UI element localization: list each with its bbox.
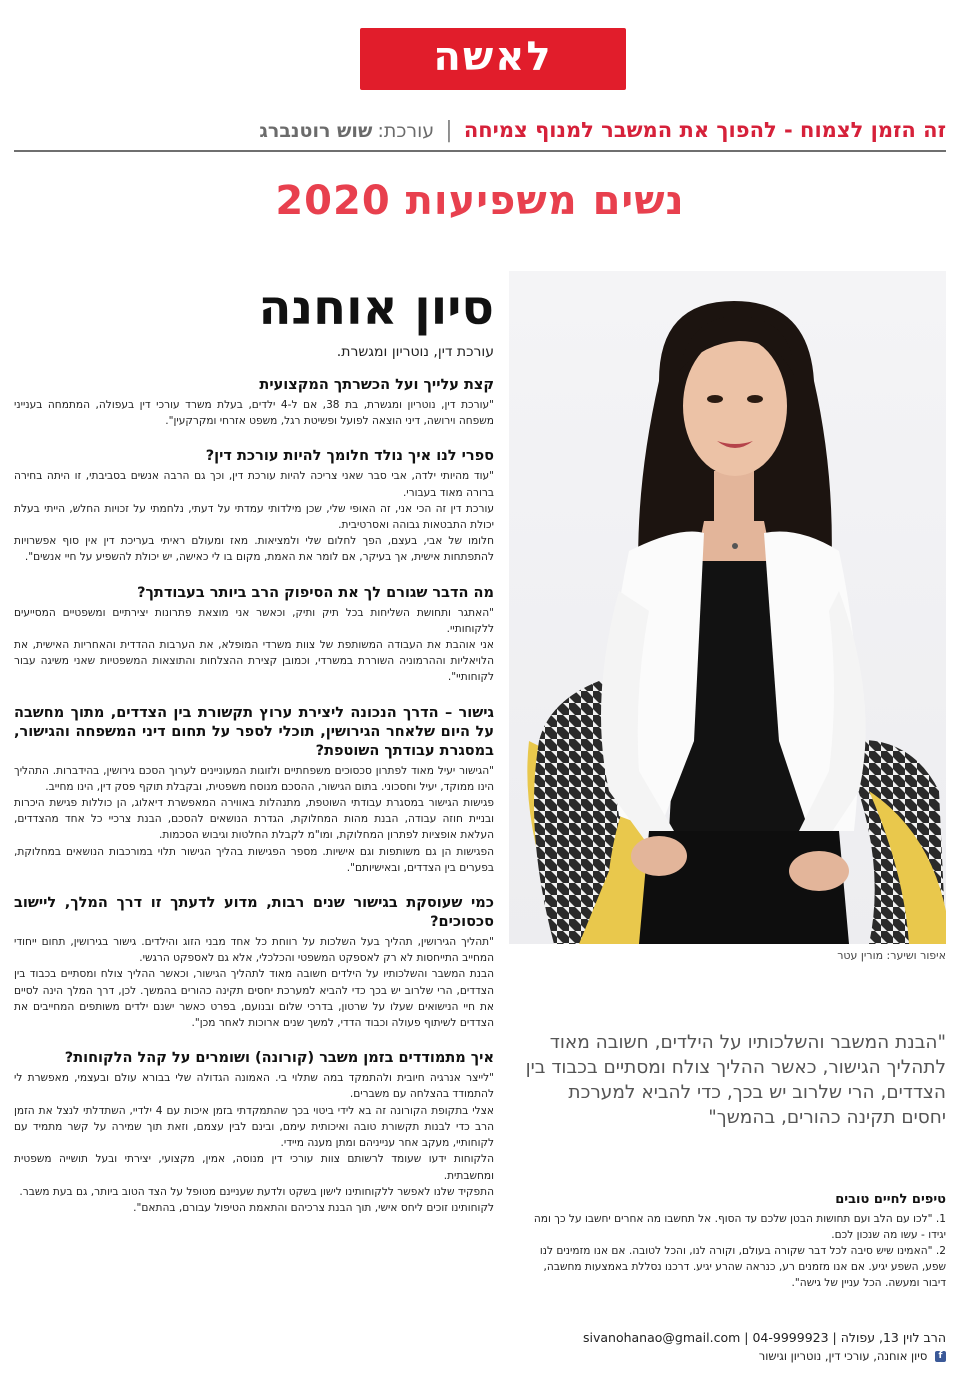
article-section bbox=[14, 704, 494, 876]
section-paragraph: "לייצר אנרגיה חיובית ולהתמקד במה שתלוי בי. האמונה הגדולה שלי בבורא עולם ובעצמי, מאפשרת לי להתמודד בהצלחה עם משברים. bbox=[14, 1072, 494, 1101]
article-body bbox=[14, 376, 494, 1234]
article-section bbox=[14, 376, 494, 429]
article-section bbox=[14, 894, 494, 1031]
section-question: ספרי לנו איך נולד חלומך להיות עורכת דין? bbox=[205, 448, 494, 465]
section-question: מה הדבר שגורם לך את הסיפוק הרב ביותר בעבודתך? bbox=[137, 584, 494, 601]
profile-subtitle: עורכת דין, נוטריון ומגשרת. bbox=[336, 344, 494, 360]
section-paragraph: "האתגר ותחושת השליחות בכל תיק ותיק, וכאשר אני מוצאת פתרונות יצירתיים ומשפטיים המסייעים ללקוחותיי. bbox=[14, 606, 494, 635]
section-paragraph: הפגישות הן גם משותפות וגם אישיות. מספר הפגישות בהליך הגישור תלוי במורכבות הנושאים במחלוקת, בפערים בין הצדדים, ובאישיותם". bbox=[14, 845, 494, 874]
section-paragraph: אצלי בתקופת הקורונה זה בא לידי ביטוי בכך שהתמקדתי בזמן איכות עם 4 ילדיי, השתדלתי לנצל את הזמן הרב כדי לבנות תקשורת טובה ואיכותית עימם, ובינם לבין עצמם, וזאת תוך שמירה על קשר מתמיד עם לקוחותיי, מעקב אחר ענייניהם ומתן מענה מיידי. bbox=[14, 1104, 494, 1150]
header-divider: | bbox=[445, 118, 453, 143]
section-tagline: זה הזמן לצמוח - להפוך את המשבר למנוף צמיחה bbox=[463, 118, 946, 142]
section-paragraph: "הגישור יעיל מאוד לפתרון סכסוכים משפחתיים ולזוגות המעוניינים לערוך הסכם גירושין, בהידברות. התהליך הינו ממוקד, יעיל וחסכוני. בתום הגישור, ההסכם מנוסח משפטית, ובקבלת תוקף פסק דין, הינו מחייב. bbox=[14, 764, 494, 793]
pull-quote: "הבנת המשבר והשלכותיו על הילדים, חשובה מאוד לתהליך הגישור, כאשר ההליך צולח ומסתיים בכבוד בין הצדדים, הרי שלרוב יש בכך, כדי להביא למערכת יחסים תקינה כהורים, בהמשך" bbox=[525, 1032, 946, 1128]
editor-name: שוש רוטנברג bbox=[259, 120, 373, 142]
tips-box bbox=[520, 1192, 946, 1291]
section-question: קצת עלייך ועל הכשרתך המקצועית bbox=[259, 377, 494, 393]
photo-credit: איפור ושיער: מורין עטר bbox=[837, 949, 946, 962]
section-paragraph: חלומו של אבי, בעצם, הפך לחלום שלי ולמציאות. מאז ומעולם ראיתי בעריכת דין אין סוף אפשרויות להתפתחות אישית, אך בעיקר, אם לומר את האמת, מקום בו לי כאישה, יש יכולת להשפיע על חיי אנשים". bbox=[14, 535, 494, 564]
section-paragraph: לקוחותינו זוכים ליחס אישי, תוך הבנת צרכיהם והתאמת הטיפול עבורם, בהתאם". bbox=[133, 1201, 494, 1214]
section-paragraph: עורכת דין זה הכי אני, זה האופי שלי, שכן מילדותי עמדתי על דעתי, נלחמתי על זכויות החלש, הייתי בעלת יכולת התבטאות גבוהה ואסרטיבית. bbox=[14, 502, 494, 532]
tips-title: טיפים לחיים טובים bbox=[835, 1192, 946, 1207]
section-question: גישור – הדרך הנכונה ליצירת ערוץ תקשורת בין הצדדים, מתוך מחשבה על היום שלאחר הגירושין, תוכלי לספר על תחום דיני המשפחה והגישור, במסגרת עבודתך השוטפת? bbox=[14, 704, 494, 759]
section-paragraph: אני אוהבת את העבודה המשותפת של צוות משרדי המופלא, את הערבות ההדדית והאחריות האישית, את הלויאליות וההרמוניה השוררת במשרדי, וכמובן קצירת ההצלחות והתוצאות המשפטיות שאני משיגה עבור לקוחותיי". bbox=[14, 639, 494, 684]
magazine-logo bbox=[360, 28, 626, 90]
section-paragraph: הבנת המשבר והשלכותיו על הילדים חשובה מאוד לתהליך הגישור, וכאשר ההליך צולח ומסתיים בכבוד בין הצדדים, הרי שלרוב יש בכך כדי להביא למערכת יחסים תקינה כהורים בהמשך. לכן, דרך המלך הינה לסיים את חיי הנישואים שעלו על שרטון, בדרכי שלום ובנועם, בפרט כאשר ישנם ילדים משותפים המחייבים את הצדדים לשיתוף פעולה וכבוד הדדי, למשך שנים ארוכות לאחר מכן". bbox=[14, 968, 494, 1030]
facebook-page-name: סיון אוחנה, עורכי דין, נוטריון וגישור bbox=[758, 1349, 928, 1363]
section-paragraph: הלקוחות ידעו שעומד לרשותם צוות עורכי דין מנוסה, אמין, מקצועי, יצירתי ובעל תושייה משפטית ומחשבתית. bbox=[14, 1153, 494, 1182]
section-paragraph: התפקיד שלנו לאפשר ללקוחותינו לישון בשקט ולדעת שעניינם מטופל על הצד הטוב ביותר, גם בעת משבר. bbox=[19, 1185, 494, 1198]
section-question: איך מתמודדים בזמן משבר (קורונה) ושומרים על קהל הלקוחות? bbox=[64, 1050, 494, 1067]
header-rule bbox=[14, 150, 946, 152]
issue-title: נשים משפיעות 2020 bbox=[275, 178, 685, 224]
editor-label: עורכת: bbox=[377, 120, 435, 142]
portrait-photo bbox=[509, 271, 946, 944]
article-section bbox=[14, 447, 494, 565]
section-header bbox=[12, 118, 946, 148]
portrait-illustration bbox=[509, 271, 946, 944]
contact-details: הרב לוין 13, עפולה | 04-9999923 | sivanohanao@gmail.com bbox=[582, 1330, 946, 1345]
section-paragraph: פגישות הגישור במסגרת עבודתי השוטפת, מתנהלות באווירה המאפשרת דיאלוג, הן כוללות פגישת היכרות ובניית חוזה עבודה, הבנת מהות המחלוקת, הגדרת הנושאים להסכם, הבנת צרכיי כל אחד מהצדדים, העלאת אופציות לפתרון המחלוקת, ומו"מ לקבלת החלטות וגיבוש הסכמות. bbox=[14, 797, 494, 842]
profile-name: סיון אוחנה bbox=[258, 280, 494, 336]
section-question: כמי שעוסקת בגישור שנים רבות, מדוע לדעתך זו דרך המלך, ליישוב סכסוכים? bbox=[14, 895, 494, 931]
article-section bbox=[14, 584, 494, 686]
section-paragraph: "עוד מהיותי ילדה, אבי סבר שאני צריכה להיות עורכת דין, וכך גם הרבה אנשים בסביבתי, זו היתה בחירה ברורה מאוד בעבורי. bbox=[14, 470, 494, 499]
section-paragraph: "עורכת דין, נוטריון ומגשרת, בת 38, אם ל-4 ילדים, בעלת משרד עורכי דין בעפולה, המתמחה בענייני משפחה וירושה, דיני הוצאה לפועל ופשיטת רגל, משפט אזרחי ומקרקעין". bbox=[14, 399, 495, 428]
tip-item: 2. "האמינו שיש סיבה לכל דבר שקורה בעולם, וקורה לנו, והכל לטובה. אם אנו מזמינים לנו שפע, השפע יגיע. אם אנו מזמנים רע, כנראה שהרע יגיע. דרכנו נסללת באמצעות מחשבה, דיבור ומעשה. הכל עניין של גישה". bbox=[539, 1245, 946, 1289]
logo-text: לאשה bbox=[433, 34, 553, 80]
facebook-line bbox=[520, 1349, 946, 1363]
section-paragraph: "תהליך הגירושין, תהליך בעל השלכות על רווחת כל אחד מבני הזוג והילדים. גישור בגירושין, תחום ייחודי המחייב התייחסות לא רק לאספקט המשפטי והכלכלי, אלא גם לאספקט הרגשי. bbox=[14, 936, 494, 965]
facebook-icon: f bbox=[935, 1351, 946, 1362]
article-section bbox=[14, 1049, 494, 1216]
tip-item: 1. "לכו עם הלב ועם תחושות הבטן שלכם עד הסוף. אל תחשבו מה אחרים יחשבו על כך ומה יגידו - עשו מה שנכון לכם. bbox=[533, 1213, 946, 1241]
